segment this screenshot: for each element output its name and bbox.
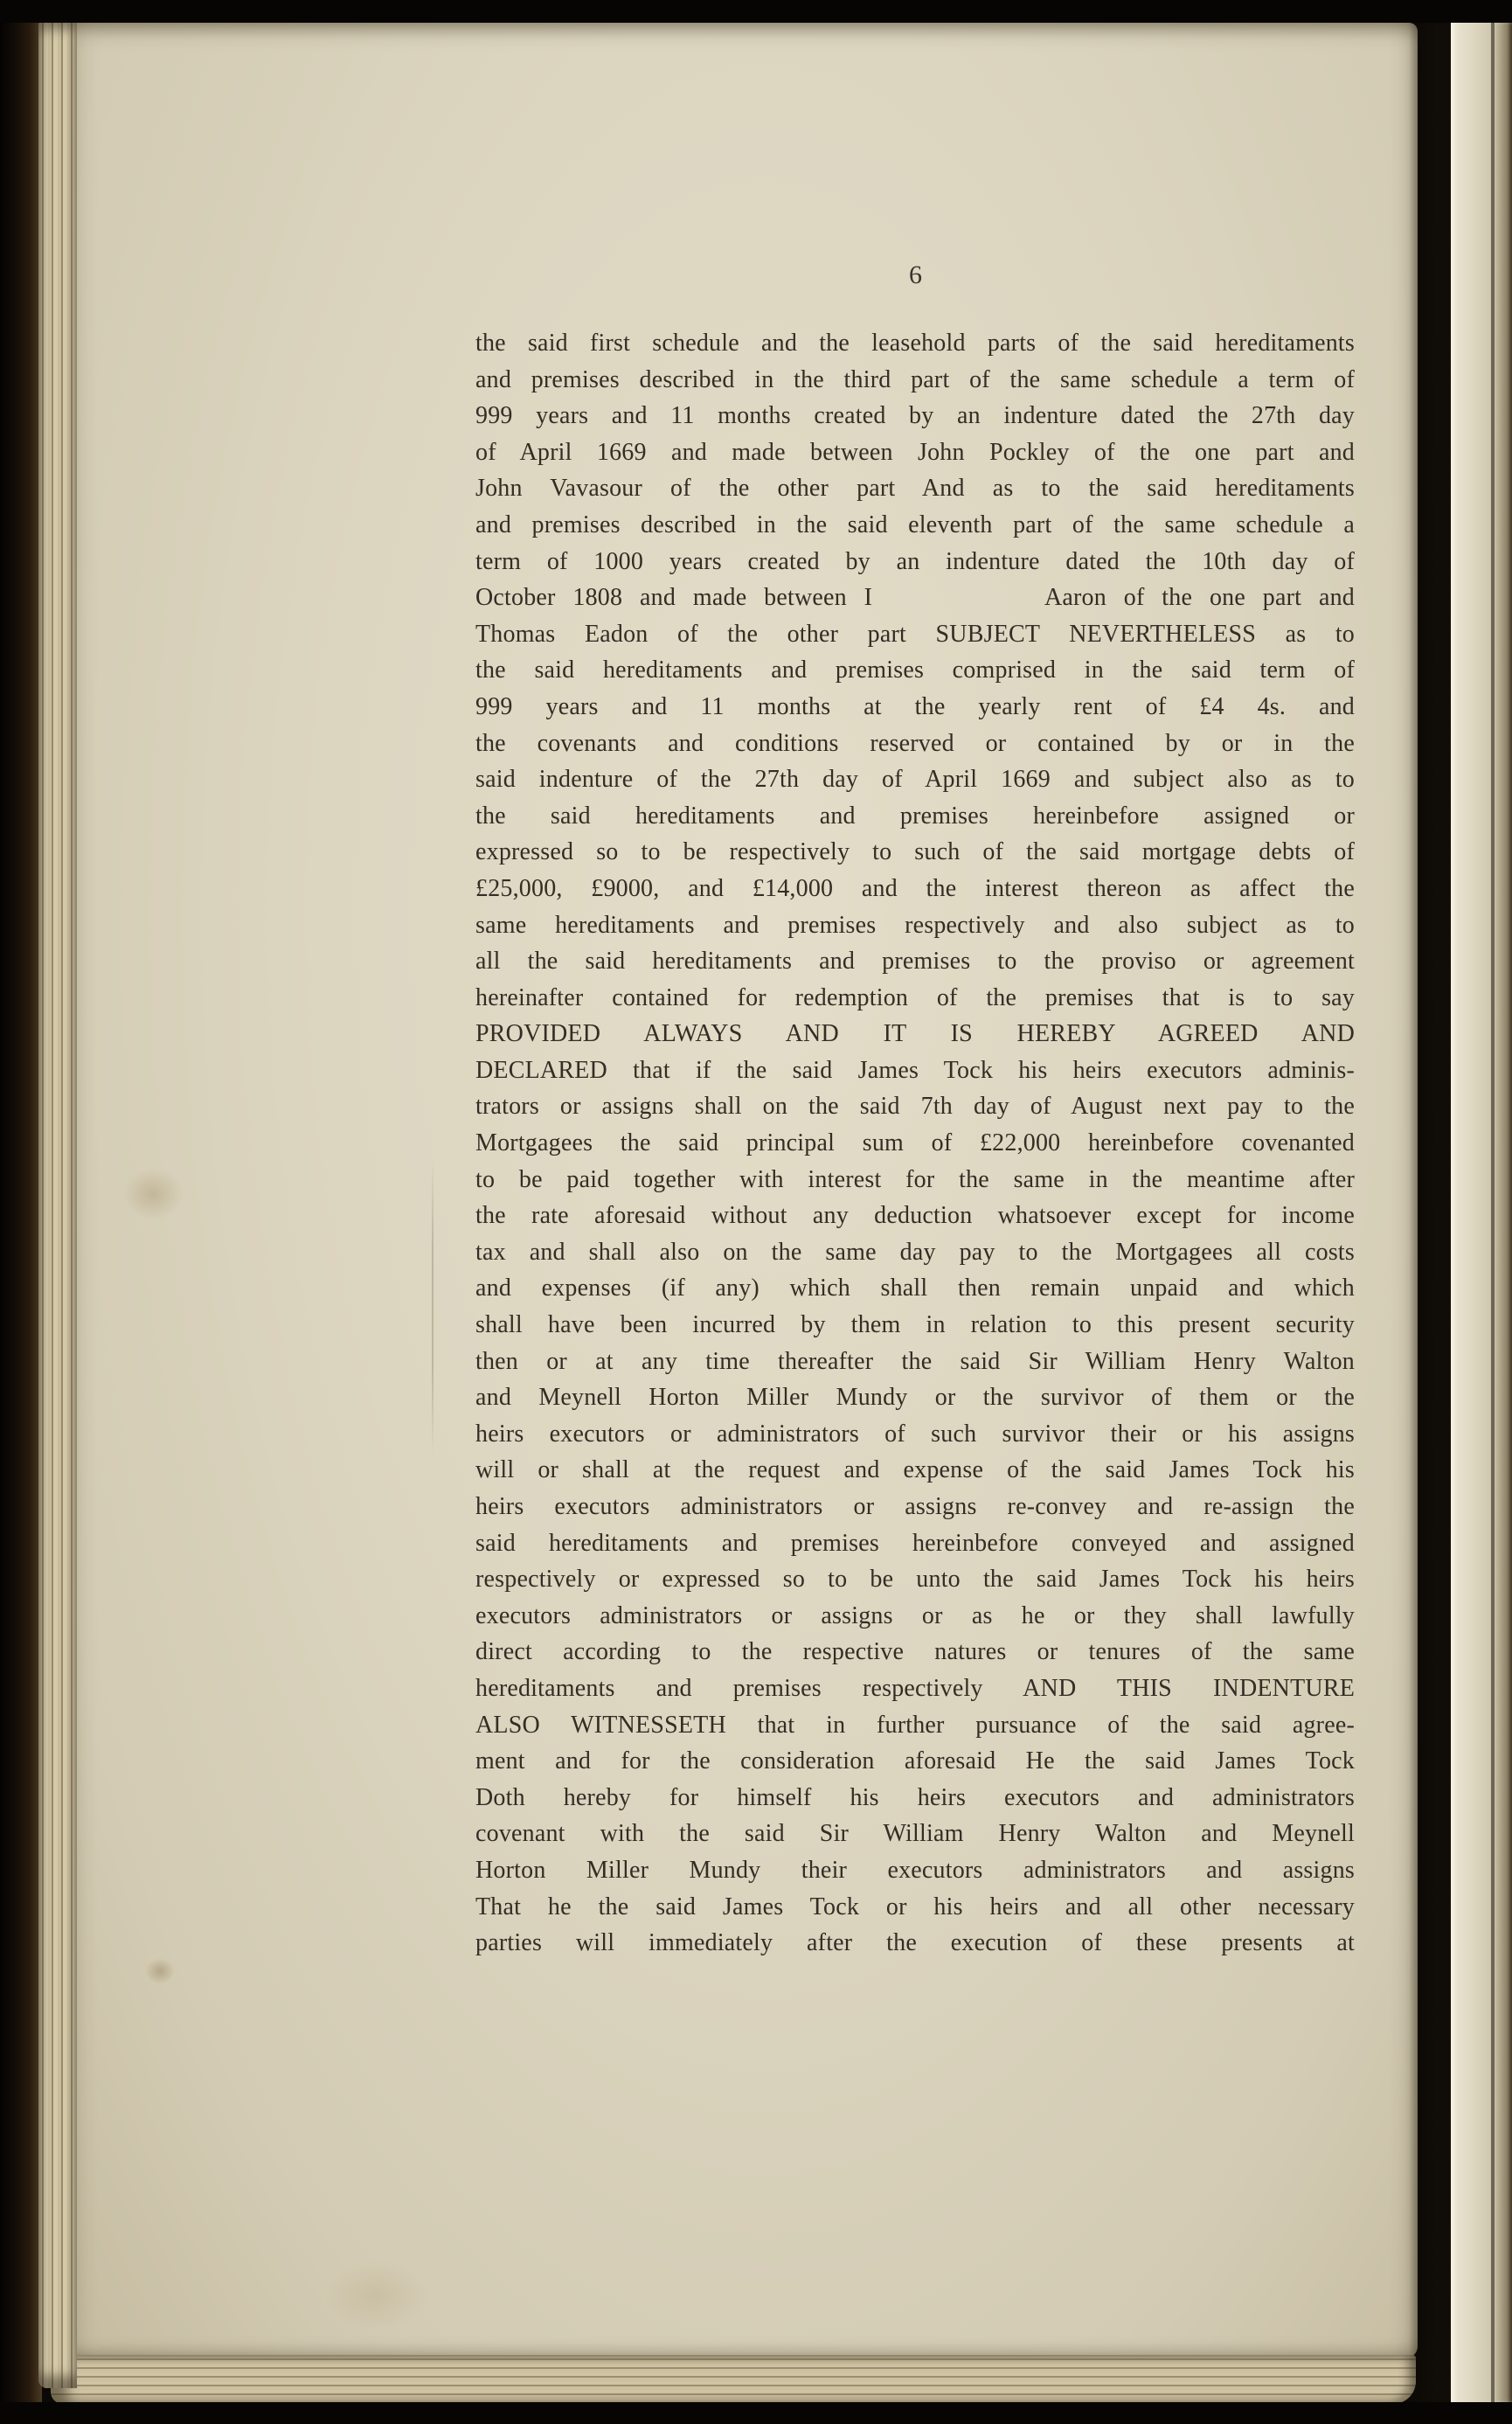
text-line: same hereditaments and premises respectively and also subject as to bbox=[475, 911, 1355, 939]
text-line: will or shall at the request and expense of the said James Tock his bbox=[475, 1456, 1355, 1484]
text-line: the said first schedule and the leasehold parts of the said hereditaments bbox=[475, 330, 1355, 357]
text-line: ALSO WITNESSETH that in further pursuance of the said agree- bbox=[475, 1711, 1355, 1739]
text-line: and expenses (if any) which shall then remain unpaid and which bbox=[475, 1275, 1355, 1302]
text-line: respectively or expressed so to be unto the said James Tock his heirs bbox=[475, 1566, 1355, 1594]
page-stain bbox=[122, 1168, 184, 1220]
text-line: direct according to the respective natures or tenures of the same bbox=[475, 1638, 1355, 1666]
page-text bbox=[475, 325, 1355, 1962]
page-number: 6 bbox=[909, 260, 922, 289]
text-line: John Vavasour of the other part And as to the said hereditaments bbox=[475, 475, 1355, 503]
text-line: all the said hereditaments and premises to the proviso or agreement bbox=[475, 948, 1355, 976]
photo-border-top bbox=[0, 0, 1512, 23]
text-line: trators or assigns shall on the said 7th day of August next pay to the bbox=[475, 1093, 1355, 1121]
book-page bbox=[61, 23, 1418, 2358]
text-line: of April 1669 and made between John Pockley of the one part and bbox=[475, 438, 1355, 466]
text-line: and premises described in the said eleventh part of the same schedule a bbox=[475, 510, 1355, 538]
page-crease bbox=[432, 1159, 433, 1456]
text-line: the covenants and conditions reserved or contained by or in the bbox=[475, 729, 1355, 757]
text-line: to be paid together with interest for the same in the meantime after bbox=[475, 1165, 1355, 1193]
text-line: ment and for the consideration aforesaid He the said James Tock bbox=[475, 1747, 1355, 1775]
text-line: expressed so to be respectively to such of the said mortgage debts of bbox=[475, 838, 1355, 866]
text-line: the said hereditaments and premises hereinbefore assigned or bbox=[475, 802, 1355, 830]
bottom-page-edges bbox=[51, 2355, 1416, 2404]
text-line: Doth hereby for himself his heirs executors and administrators bbox=[475, 1783, 1355, 1811]
photo-border-bottom bbox=[0, 2402, 1512, 2424]
text-line: Horton Miller Mundy their executors administrators and assigns bbox=[475, 1856, 1355, 1884]
text-line: and premises described in the third part of the same schedule a term of bbox=[475, 365, 1355, 393]
text-line: the rate aforesaid without any deduction whatsoever except for income bbox=[475, 1202, 1355, 1230]
page-gutter-shadow bbox=[1409, 0, 1454, 2424]
text-line: term of 1000 years created by an indenture dated the 10th day of bbox=[475, 547, 1355, 575]
page-stain bbox=[145, 1958, 175, 1984]
text-line: That he the said James Tock or his heirs and all other necessary bbox=[475, 1893, 1355, 1920]
text-line: October 1808 and made between I Aaron of the one part and bbox=[475, 584, 1355, 612]
text-line: hereinafter contained for redemption of the premises that is to say bbox=[475, 983, 1355, 1011]
text-line: PROVIDED ALWAYS AND IT IS HEREBY AGREED AND bbox=[475, 1020, 1355, 1048]
text-line: 999 years and 11 months created by an indenture dated the 27th day bbox=[475, 402, 1355, 430]
text-line: £25,000, £9000, and £14,000 and the interest thereon as affect the bbox=[475, 874, 1355, 902]
text-line: and Meynell Horton Miller Mundy or the survivor of them or the bbox=[475, 1384, 1355, 1412]
next-page-edge bbox=[1451, 21, 1512, 2404]
next-page-edge-line bbox=[1491, 21, 1495, 2404]
text-line: tax and shall also on the same day pay to the Mortgagees all costs bbox=[475, 1238, 1355, 1266]
text-line: heirs executors administrators or assigns re-convey and re-assign the bbox=[475, 1493, 1355, 1520]
text-line: then or at any time thereafter the said Sir William Henry Walton bbox=[475, 1347, 1355, 1375]
text-line: hereditaments and premises respectively AND THIS INDENTURE bbox=[475, 1674, 1355, 1702]
text-line: parties will immediately after the execution of these presents at bbox=[475, 1929, 1355, 1957]
text-line: heirs executors or administrators of such survivor their or his assigns bbox=[475, 1420, 1355, 1448]
text-line: the said hereditaments and premises comprised in the said term of bbox=[475, 656, 1355, 684]
text-line: 999 years and 11 months at the yearly rent of £4 4s. and bbox=[475, 692, 1355, 720]
text-line: DECLARED that if the said James Tock his heirs executors adminis- bbox=[475, 1056, 1355, 1084]
page-stain bbox=[323, 2261, 428, 2330]
book-spine bbox=[0, 0, 42, 2424]
text-line: Thomas Eadon of the other part SUBJECT NEVERTHELESS as to bbox=[475, 620, 1355, 648]
text-line: covenant with the said Sir William Henry Walton and Meynell bbox=[475, 1820, 1355, 1848]
text-line: shall have been incurred by them in relation to this present security bbox=[475, 1311, 1355, 1339]
text-line: said hereditaments and premises hereinbefore conveyed and assigned bbox=[475, 1529, 1355, 1557]
left-page-edges bbox=[38, 17, 77, 2388]
text-line: Mortgagees the said principal sum of £22,000 hereinbefore covenanted bbox=[475, 1129, 1355, 1157]
text-line: said indenture of the 27th day of April 1669 and subject also as to bbox=[475, 766, 1355, 794]
text-line: executors administrators or assigns or as he or they shall lawfully bbox=[475, 1601, 1355, 1629]
